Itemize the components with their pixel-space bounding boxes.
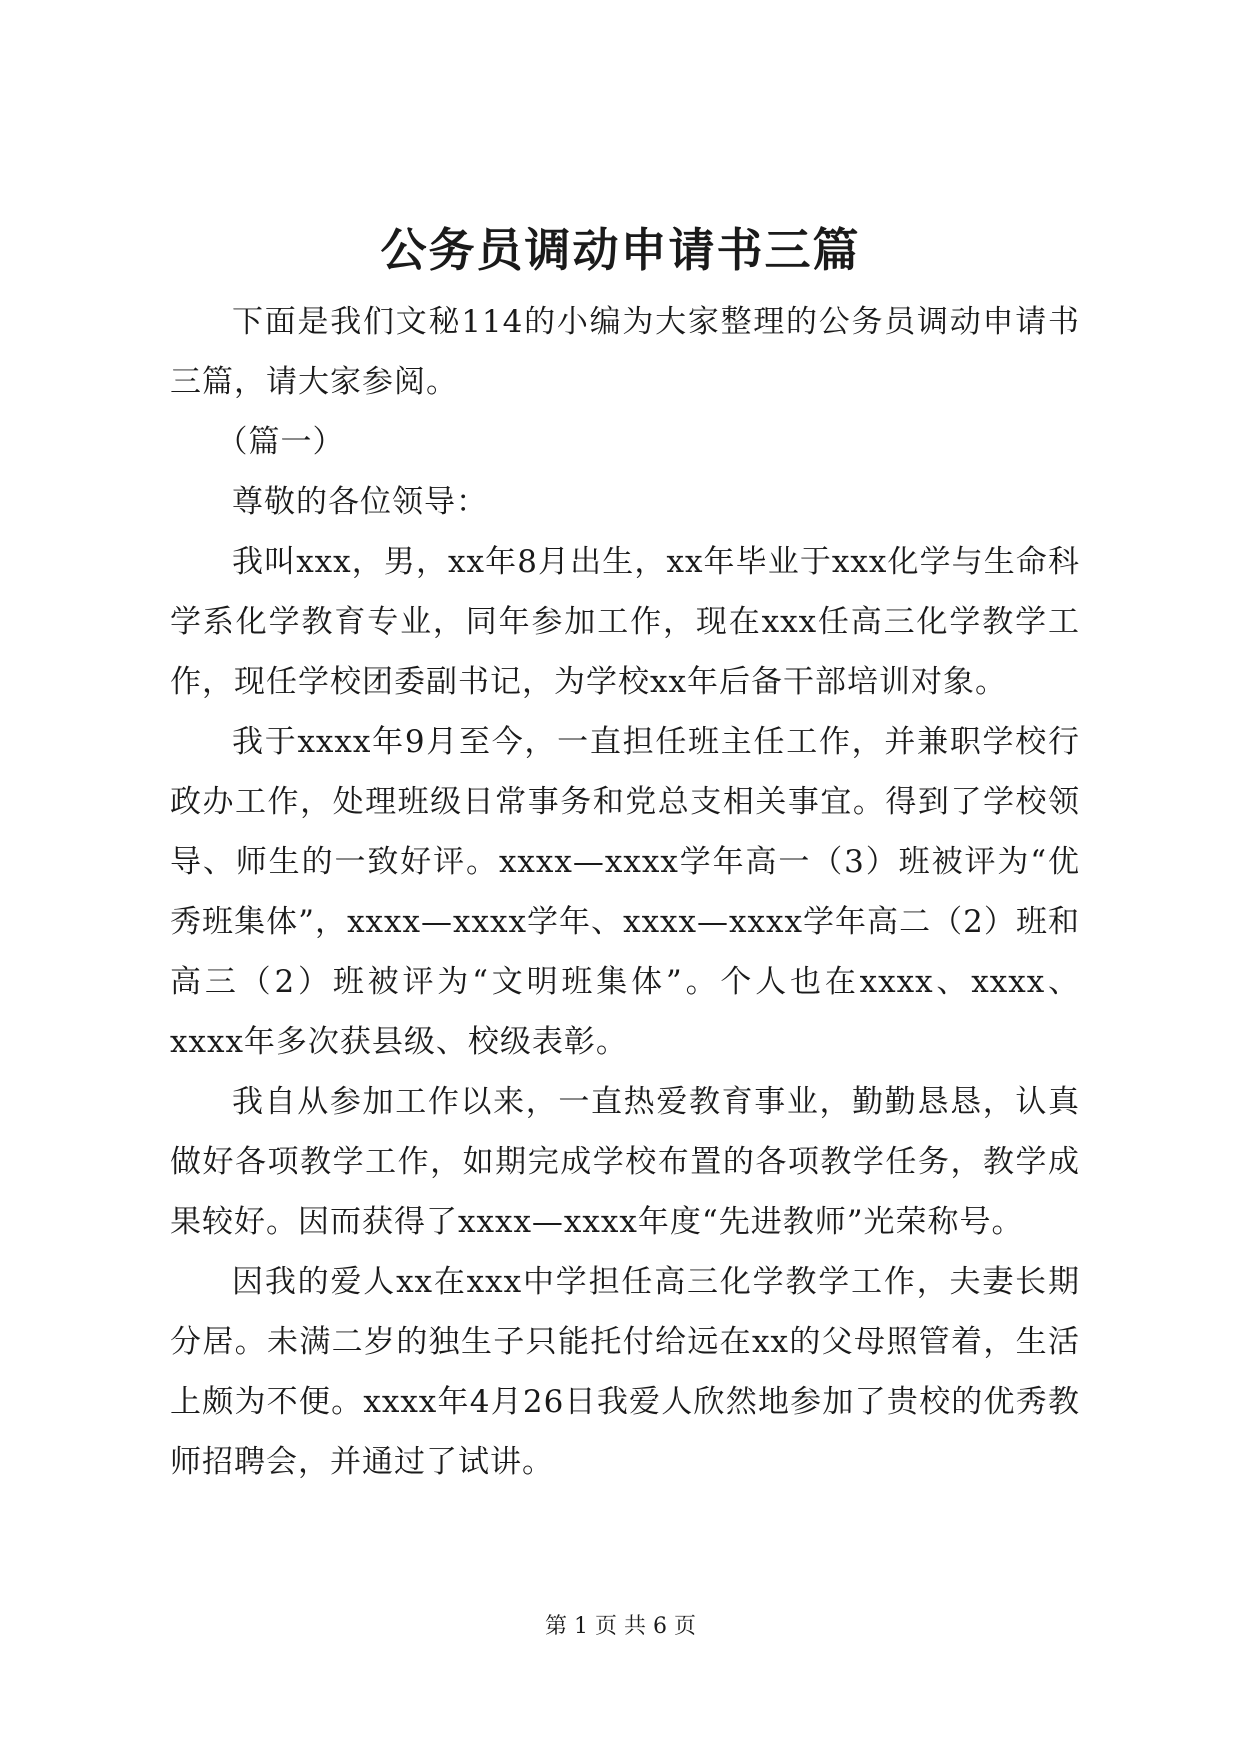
- section-heading: （篇一）: [216, 424, 345, 460]
- body-paragraph: 我叫xxx，男，xx年8月出生，xx年毕业于xxx化学与生命科学系化学教育专业，同年参加工作，现在xxx任高三化学教学工作，现任学校团委副书记，为学校xx年后备干部培训对象。: [170, 544, 1080, 700]
- page-number-footer: 第 1 页 共 6 页: [545, 1614, 696, 1639]
- document-title: 公务员调动申请书三篇: [380, 223, 861, 277]
- body-paragraph: 我于xxxx年9月至今，一直担任班主任工作，并兼职学校行政办工作，处理班级日常事务和党总支相关事宜。得到了学校领导、师生的一致好评。xxxx—xxxx学年高一（3）班被评为“优秀班集体”，xxxx—xxxx学年、xxxx—xxxx学年高二（2）班和高三（2）班被评为“文明班集体”。个人也在xxxx、xxxx、xxxx年多次获县级、校级表彰。: [170, 724, 1080, 1060]
- body-paragraph: 因我的爱人xx在xxx中学担任高三化学教学工作，夫妻长期分居。未满二岁的独生子只能托付给远在xx的父母照管着，生活上颇为不便。xxxx年4月26日我爱人欣然地参加了贵校的优秀教师招聘会，并通过了试讲。: [170, 1264, 1080, 1480]
- document-body: [170, 292, 1080, 1492]
- intro-paragraph: 下面是我们文秘114的小编为大家整理的公务员调动申请书三篇，请大家参阅。: [170, 304, 1080, 400]
- salutation: 尊敬的各位领导：: [232, 484, 488, 520]
- body-paragraph: 我自从参加工作以来，一直热爱教育事业，勤勤恳恳，认真做好各项教学工作，如期完成学校布置的各项教学任务，教学成果较好。因而获得了xxxx—xxxx年度“先进教师”光荣称号。: [170, 1084, 1080, 1240]
